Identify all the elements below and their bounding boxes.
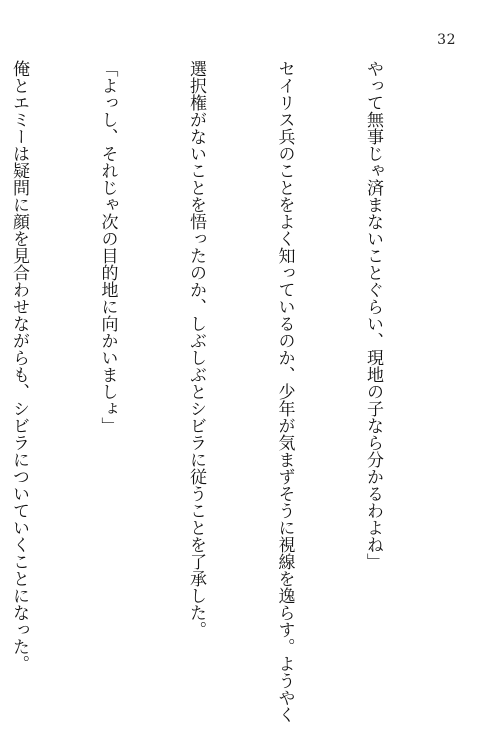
text-line: セイリス兵のことをよく知っているのか、少年が気まずそうに視線を逸らす。ようやく [274,60,295,723]
vertical-body-text [0,60,446,723]
text-line: やって無事じゃ済まないことぐらい、現地の子なら分かるわよね」 [363,60,383,570]
text-line: 「よっし、それじゃ次の目的地に向かいましょ」 [97,60,118,434]
text-line: 俺とエミーは疑問に顔を見合わせながらも、シビラについていくことになった。 [9,60,29,672]
page-number: 32 [437,32,456,48]
text-line: 選択権がないことを悟ったのか、しぶしぶとシビラに従うことを了承した。 [186,60,206,638]
